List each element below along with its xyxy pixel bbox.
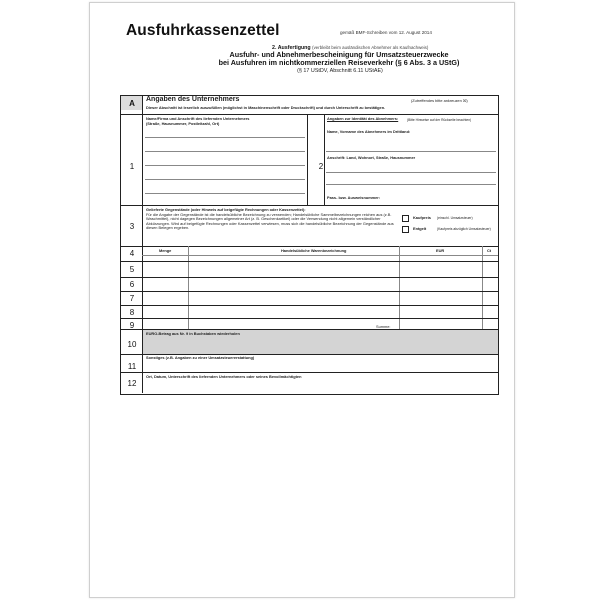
divider <box>121 114 498 115</box>
form-table <box>120 95 499 395</box>
document-title: Ausfuhrkassenzettel <box>126 22 280 39</box>
row-number-3: 3 <box>129 222 135 231</box>
net-price-note: (Kaufpreis abzüglich Umsatzsteuer) <box>437 227 491 231</box>
supplier-sublabel: (Straße, Hausnummer, Postleitzahl, Ort) <box>146 121 220 126</box>
row-number-4: 4 <box>129 249 135 258</box>
divider <box>324 114 325 205</box>
other-info-label: Sonstiges (z.B. Angaben zu einer Umsatzsteuererstattung) <box>146 355 255 360</box>
supplier-line[interactable] <box>145 151 305 152</box>
purchase-price-label: Kaufpreis <box>413 215 431 220</box>
check-instruction: (Zutreffendes bitte ankreuzen ☒) <box>411 98 468 103</box>
form-heading <box>196 51 482 67</box>
col-header-eur: EUR <box>436 248 445 253</box>
divider <box>121 372 498 373</box>
row-number-9: 9 <box>129 321 135 330</box>
col-header-ct: Ct <box>487 248 492 253</box>
col-header-description: Handelsübliche Warenbezeichnung <box>281 248 347 253</box>
supplier-line[interactable] <box>145 179 305 180</box>
buyer-name-line[interactable] <box>326 151 496 152</box>
divider <box>307 114 308 205</box>
divider <box>188 246 189 329</box>
supplier-line[interactable] <box>145 165 305 166</box>
section-a-instruction: Dieser Abschnitt ist leserlich auszufüllen (möglichst in Maschinenschrift oder Druckschrift) und durch Unterschrift zu bestätigen. <box>146 105 386 110</box>
heading-line-1: Ausfuhr- und Abnehmerbescheinigung für Umsatzsteuerzwecke <box>229 50 449 59</box>
divider <box>142 255 498 256</box>
row-number-10: 10 <box>127 340 137 349</box>
buyer-address-line[interactable] <box>326 184 496 185</box>
row-number-1: 1 <box>129 162 135 171</box>
passport-label: Pass- bzw. Ausweisnummer: <box>327 195 381 200</box>
table-row[interactable] <box>121 261 498 262</box>
copy-number: 2. Ausfertigung <box>272 45 311 51</box>
row-number-7: 7 <box>129 294 135 303</box>
supplier-line[interactable] <box>145 137 305 138</box>
table-row[interactable] <box>121 291 498 292</box>
row-number-6: 6 <box>129 280 135 289</box>
section-a-title: Angaben des Unternehmers <box>146 96 240 103</box>
net-price-label: Entgelt <box>413 226 427 231</box>
signature-label: Ort, Datum, Unterschrift des liefernden Unternehmers oder seines Bevollmächtigten <box>146 374 302 379</box>
copy-note: (verbleibt beim ausländischen Abnehmer als Kaufnachweis) <box>312 45 429 50</box>
divider <box>482 246 483 329</box>
buyer-identity-title: Angaben zur Identität des Abnehmers: <box>327 116 399 121</box>
row-number-2: 2 <box>318 162 324 171</box>
table-row[interactable] <box>121 277 498 278</box>
purchase-price-checkbox[interactable] <box>402 215 409 222</box>
row-number-5: 5 <box>129 265 135 274</box>
net-price-checkbox[interactable] <box>402 226 409 233</box>
divider <box>121 246 498 247</box>
amount-in-words-label: EURO-Betrag aus Nr. 9 in Buchstaben wiederholen <box>146 331 240 336</box>
supplier-label: Name/Firma und Anschrift des liefernden Unternehmers <box>146 116 250 121</box>
buyer-name-label: Name, Vorname des Abnehmers im Drittland: <box>327 129 411 134</box>
bmf-reference: gemäß BMF-Schreiben vom 12. August 2014 <box>340 30 432 35</box>
table-row[interactable] <box>121 318 498 319</box>
divider <box>121 205 498 206</box>
table-row[interactable] <box>121 305 498 306</box>
row-number-12: 12 <box>127 379 137 388</box>
heading-line-2: bei Ausfuhren im nichtkommerziellen Reiseverkehr (§ 6 Abs. 3 a UStG) <box>218 57 460 67</box>
col-header-quantity: Menge <box>159 248 172 253</box>
supplier-line[interactable] <box>145 193 305 194</box>
legal-reference: (§ 17 UStDV, Abschnitt 6.11 UStAE) <box>297 68 383 74</box>
sum-label: Summe: <box>376 324 391 329</box>
row-number-11: 11 <box>127 362 137 371</box>
divider <box>399 246 400 329</box>
buyer-address-label: Anschrift: Land, Wohnort, Straße, Hausnummer <box>327 155 416 160</box>
purchase-price-note: (einschl. Umsatzsteuer) <box>437 216 473 220</box>
section-a-letter: A <box>129 99 135 108</box>
goods-label: Gelieferte Gegenstände (oder Hinweis auf beigefügte Rechnungen oder Kassenzettel): <box>146 207 306 212</box>
buyer-address-line[interactable] <box>326 172 496 173</box>
row-number-8: 8 <box>129 308 135 317</box>
buyer-identity-note: (Bitte Hinweise auf der Rückseite beachten) <box>407 117 472 122</box>
goods-instructions: Für die Angabe der Gegenstände ist die handelsübliche Bezeichnung zu verwenden; Handelsübliche Sammelbezeichnungen reichen aus (z.B. Waschmittel), nicht dagegen Bezeichnungen allgemeiner Art (z. B. Geschenkartikel) oder die Verwendung nicht allgemein verständlicher Abkürzungen. Wird auf beigefügte Rechnungen oder Kassenzettel verwiesen, muss sich die handelsübliche Bezeichnung der Gegenstände aus diesen Belegen ergeben. <box>146 212 394 231</box>
